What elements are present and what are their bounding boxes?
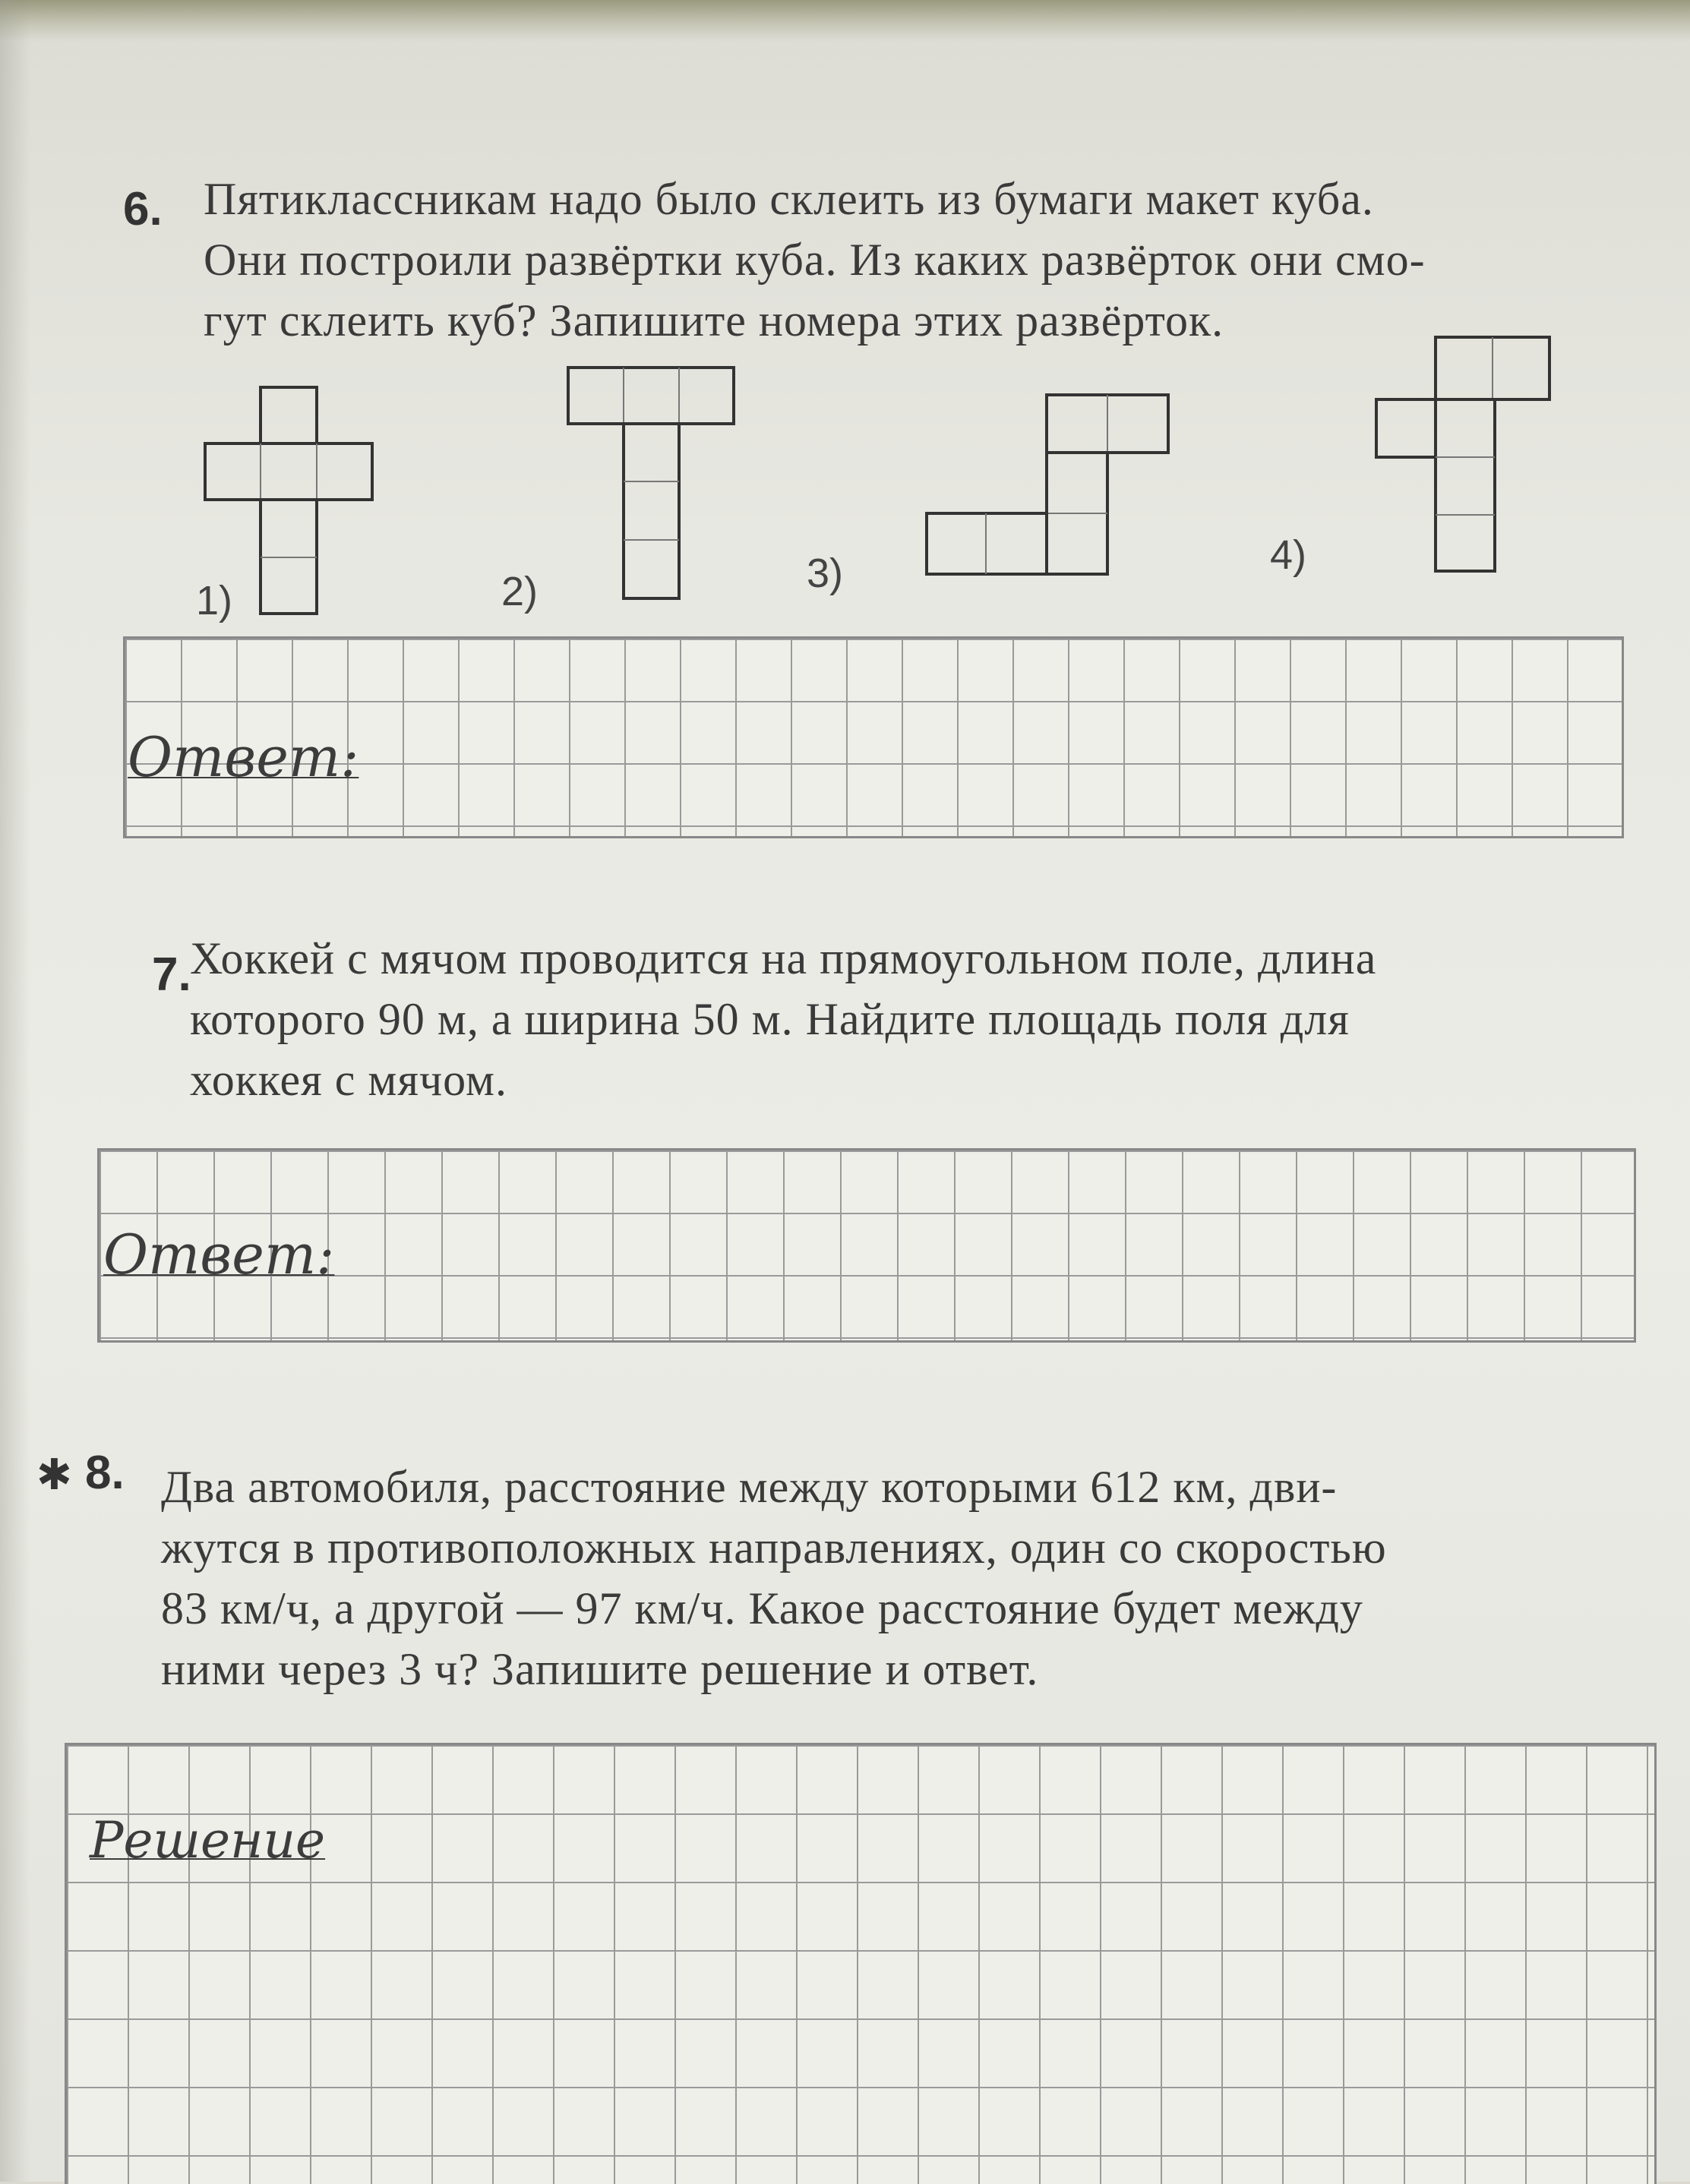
task-8-line-2: жутся в противоположных направлениях, один со скоростью [161,1523,1387,1573]
cube-net-4 [1375,336,1553,575]
task-7-line-3: хоккея с мячом. [190,1055,507,1105]
task-8-line-3: 83 км/ч, а другой — 97 км/ч. Какое расстояние будет между [161,1583,1363,1633]
task-8-line-1: Два автомобиля, расстояние между которыми 612 км, дви- [161,1462,1338,1512]
net-2-label: 2) [501,569,539,614]
task-7-answer-label: Ответ: [103,1223,335,1286]
task-6-line-2: Они построили развёртки куба. Из каких развёрток они смо- [204,235,1426,285]
star-icon: ✱ [36,1450,72,1500]
task-7-line-1: Хоккей с мячом проводится на прямоугольном поле, длина [190,933,1377,983]
task-7-text [190,928,1376,1110]
task-7-number: 7. [152,948,191,1001]
task-8-number: 8. [85,1447,125,1499]
task-8-solution-label: Решение [90,1811,326,1870]
task-6-answer-field[interactable] [349,721,1568,784]
net-4-label: 4) [1270,532,1307,578]
task-6-line-3: гут склеить куб? Запишите номера этих развёрток. [204,295,1224,346]
task-8-solution-field[interactable] [319,1807,1613,2160]
task-6-answer-label: Ответ: [128,725,359,789]
cube-net-3 [925,393,1172,579]
cube-net-2 [567,366,738,601]
task-8-line-4: ними через 3 ч? Запишите решение и ответ. [161,1644,1039,1694]
task-6-line-1: Пятиклассникам надо было склеить из бумаги макет куба. [204,174,1374,224]
page-side-shadow [0,0,30,2182]
page-edge-shadow [0,0,1690,42]
task-6-number: 6. [123,183,163,235]
net-1-label: 1) [196,578,233,623]
task-7-answer-field[interactable] [327,1219,1583,1281]
task-7-line-2: которого 90 м, а ширина 50 м. Найдите площадь поля для [190,994,1350,1044]
task-6-text [204,169,1426,351]
net-3-label: 3) [807,551,844,596]
task-8-text [161,1457,1387,1700]
